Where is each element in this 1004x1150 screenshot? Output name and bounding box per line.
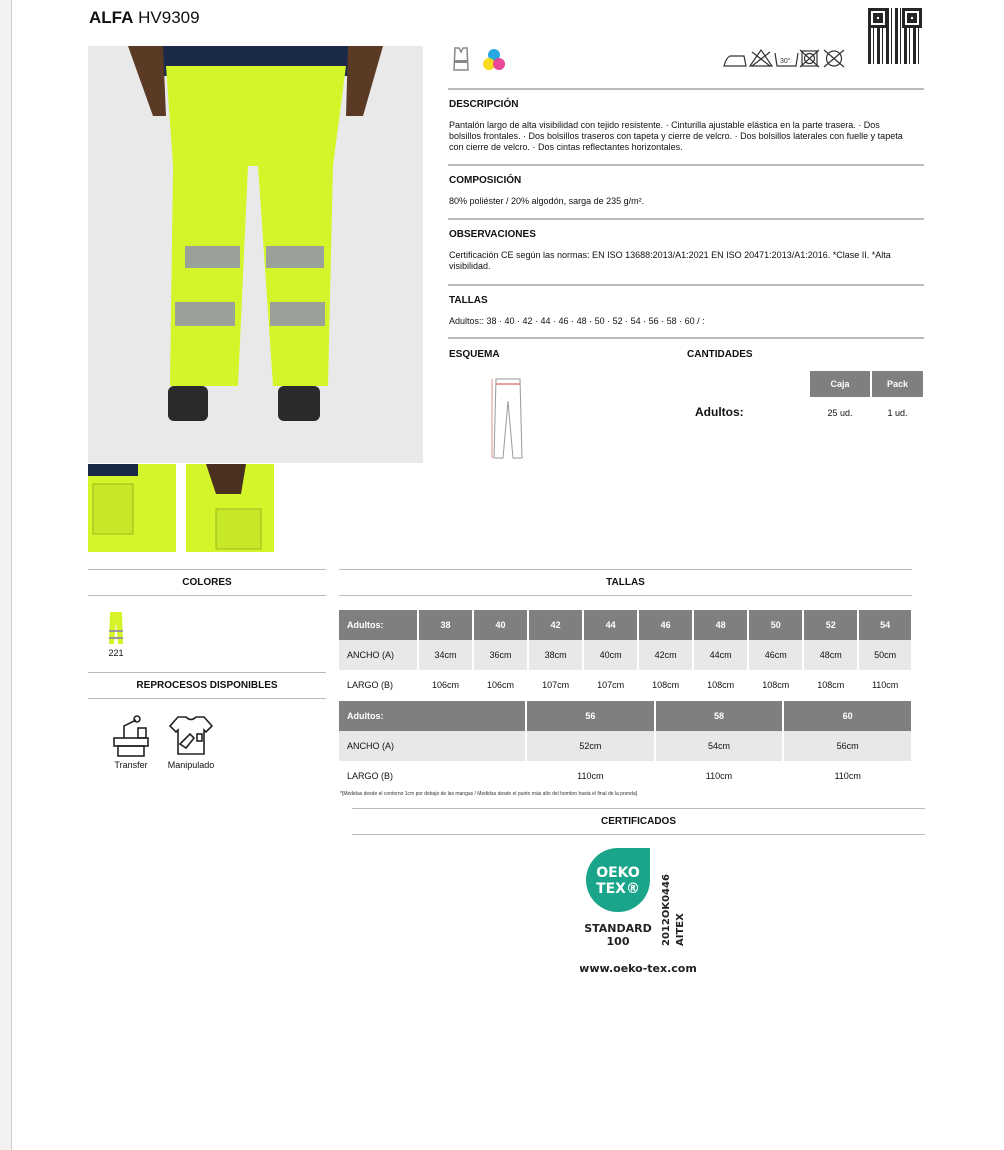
- care-icons: [722, 48, 852, 75]
- reproceso-manipulado: [166, 714, 216, 770]
- transfer-label: Transfer: [114, 760, 148, 770]
- size-cell: 40cm: [584, 640, 637, 670]
- size-cell: 42: [529, 610, 582, 640]
- size-cell: 106cm: [432, 680, 460, 690]
- row-label: LARGO (B): [347, 771, 394, 781]
- size-footnote: *[Medidas desde el contorno 1cm por debajo de las mangas / Medidas desde el punto más alto del hombro hasta el final de la prenda]: [340, 791, 638, 797]
- row-label: Adultos:: [339, 610, 417, 640]
- wash-30-icon: [775, 53, 798, 66]
- oeko-tex-url: www.oeko-tex.com: [580, 962, 697, 975]
- reproceso-transfer: [108, 714, 154, 770]
- size-table-2: [337, 701, 913, 791]
- row-label: Adultos:: [339, 701, 525, 731]
- size-cell: 58: [656, 701, 783, 731]
- size-cell: 108cm: [762, 680, 790, 690]
- size-cell: 106cm: [487, 680, 515, 690]
- size-cell: 40: [474, 610, 527, 640]
- size-table-1: [337, 610, 913, 700]
- largo-row: [339, 670, 911, 700]
- cert-lab: AITEX: [675, 913, 686, 946]
- page-edge: [0, 0, 12, 1150]
- product-name: ALFA: [89, 8, 134, 27]
- pack-header: Pack: [872, 371, 923, 397]
- size-table-title: TALLAS: [339, 569, 912, 596]
- size-cell: 54: [859, 610, 911, 640]
- no-bleach-icon: [750, 50, 772, 66]
- svg-text:30°: 30°: [780, 58, 791, 65]
- section-observaciones: [448, 218, 924, 272]
- tallas-title: TALLAS: [449, 295, 488, 306]
- manipulado-label: Manipulado: [167, 760, 215, 770]
- size-cell: 56cm: [784, 731, 911, 761]
- size-cell: 54cm: [656, 731, 783, 761]
- cantidades-title: CANTIDADES: [687, 349, 753, 360]
- logo-tex: TEX®: [596, 881, 640, 897]
- descripcion-text: Pantalón largo de alta visibilidad con tejido resistente. · Cinturilla ajustable elástica en la parte trasera. · Dos bolsillos frontales. · Dos bolsillos traseros con tapeta y cierre de velcro. · Dos bolsillos laterales con fuelle y tapeta con cierre de velcro. · Dos cintas reflectantes horizontales.: [449, 120, 903, 152]
- tshirt-hand-icon: [168, 714, 214, 758]
- esquema-title: ESQUEMA: [449, 349, 500, 360]
- size-cell: 107cm: [597, 680, 625, 690]
- logo-standard: STANDARD: [584, 922, 652, 935]
- largo-row: [339, 761, 911, 791]
- pants-schema-drawing: [490, 376, 526, 467]
- size-cell: 36cm: [474, 640, 527, 670]
- pack-value: 1 ud.: [887, 408, 908, 418]
- observaciones-title: OBSERVACIONES: [449, 229, 536, 240]
- color-code: 221: [108, 648, 124, 658]
- caja-value: 25 ud.: [827, 408, 853, 418]
- ancho-row: [339, 640, 911, 670]
- color-print-icon: [480, 46, 508, 79]
- no-tumble-dry-icon: [800, 50, 819, 67]
- product-photo[interactable]: [88, 46, 423, 463]
- reprocesos-title: REPROCESOS DISPONIBLES: [88, 672, 326, 699]
- ironing-icon: [724, 56, 746, 66]
- size-cell: 108cm: [652, 680, 680, 690]
- colores-title: COLORES: [88, 569, 326, 596]
- size-cell: 110cm: [834, 771, 861, 781]
- certificados-title: CERTIFICADOS: [352, 808, 925, 835]
- size-cell: 38: [419, 610, 472, 640]
- size-cell: 50: [749, 610, 802, 640]
- size-header-row: [339, 701, 911, 731]
- cantidades-row-label: Adultos:: [695, 405, 744, 419]
- size-cell: 56: [527, 701, 654, 731]
- product-ref: HV9309: [138, 8, 200, 27]
- section-tallas: [448, 284, 924, 327]
- descripcion-title: DESCRIPCIÓN: [449, 99, 519, 110]
- hi-vis-vest-icon: [452, 46, 470, 77]
- logo-oeko: OEKO: [596, 865, 640, 881]
- thumbnail-2[interactable]: [186, 464, 274, 552]
- row-label: LARGO (B): [347, 680, 394, 690]
- size-cell: 60: [784, 701, 911, 731]
- product-title: [89, 8, 200, 28]
- size-cell: 52: [804, 610, 857, 640]
- size-cell: 44cm: [694, 640, 747, 670]
- qr-code[interactable]: [868, 8, 922, 64]
- ancho-row: [339, 731, 911, 761]
- size-cell: 46cm: [749, 640, 802, 670]
- size-cell: 48cm: [804, 640, 857, 670]
- composicion-title: COMPOSICIÓN: [449, 175, 522, 186]
- cert-code: 2012OK0446: [661, 874, 672, 946]
- size-cell: 38cm: [529, 640, 582, 670]
- size-header-row: [339, 610, 911, 640]
- row-label: ANCHO (A): [339, 640, 417, 670]
- size-cell: 34cm: [419, 640, 472, 670]
- size-cell: 110cm: [577, 771, 604, 781]
- size-cell: 110cm: [871, 680, 899, 690]
- tallas-text: Adultos:: 38 · 40 · 42 · 44 · 46 · 48 · 50 · 52 · 54 · 56 · 58 · 60 / :: [449, 316, 705, 326]
- size-cell: 48: [694, 610, 747, 640]
- section-composicion: [448, 164, 924, 207]
- no-dry-clean-icon: [824, 50, 844, 67]
- size-cell: 108cm: [817, 680, 845, 690]
- size-cell: 50cm: [859, 640, 911, 670]
- size-cell: 110cm: [705, 771, 733, 781]
- caja-header: Caja: [810, 371, 870, 397]
- section-descripcion: [448, 88, 924, 153]
- size-cell: 46: [639, 610, 692, 640]
- composicion-text: 80% poliéster / 20% algodón, sarga de 235 g/m².: [449, 196, 645, 206]
- thumbnail-1[interactable]: [88, 464, 176, 552]
- logo-100: 100: [606, 935, 630, 948]
- size-cell: 108cm: [707, 680, 735, 690]
- size-cell: 44: [584, 610, 637, 640]
- size-cell: 107cm: [542, 680, 570, 690]
- size-cell: 42cm: [639, 640, 692, 670]
- color-swatch-221[interactable]: [106, 610, 126, 658]
- transfer-press-icon: [110, 714, 152, 758]
- oeko-tex-logo: [580, 846, 700, 976]
- size-cell: 52cm: [527, 731, 654, 761]
- divider: [448, 337, 924, 339]
- row-label: ANCHO (A): [339, 731, 525, 761]
- observaciones-text: Certificación CE según las normas: EN ISO 13688:2013/A1:2021 EN ISO 20471:2013/A1:2016. *Clase II. *Alta visibilidad.: [449, 250, 891, 271]
